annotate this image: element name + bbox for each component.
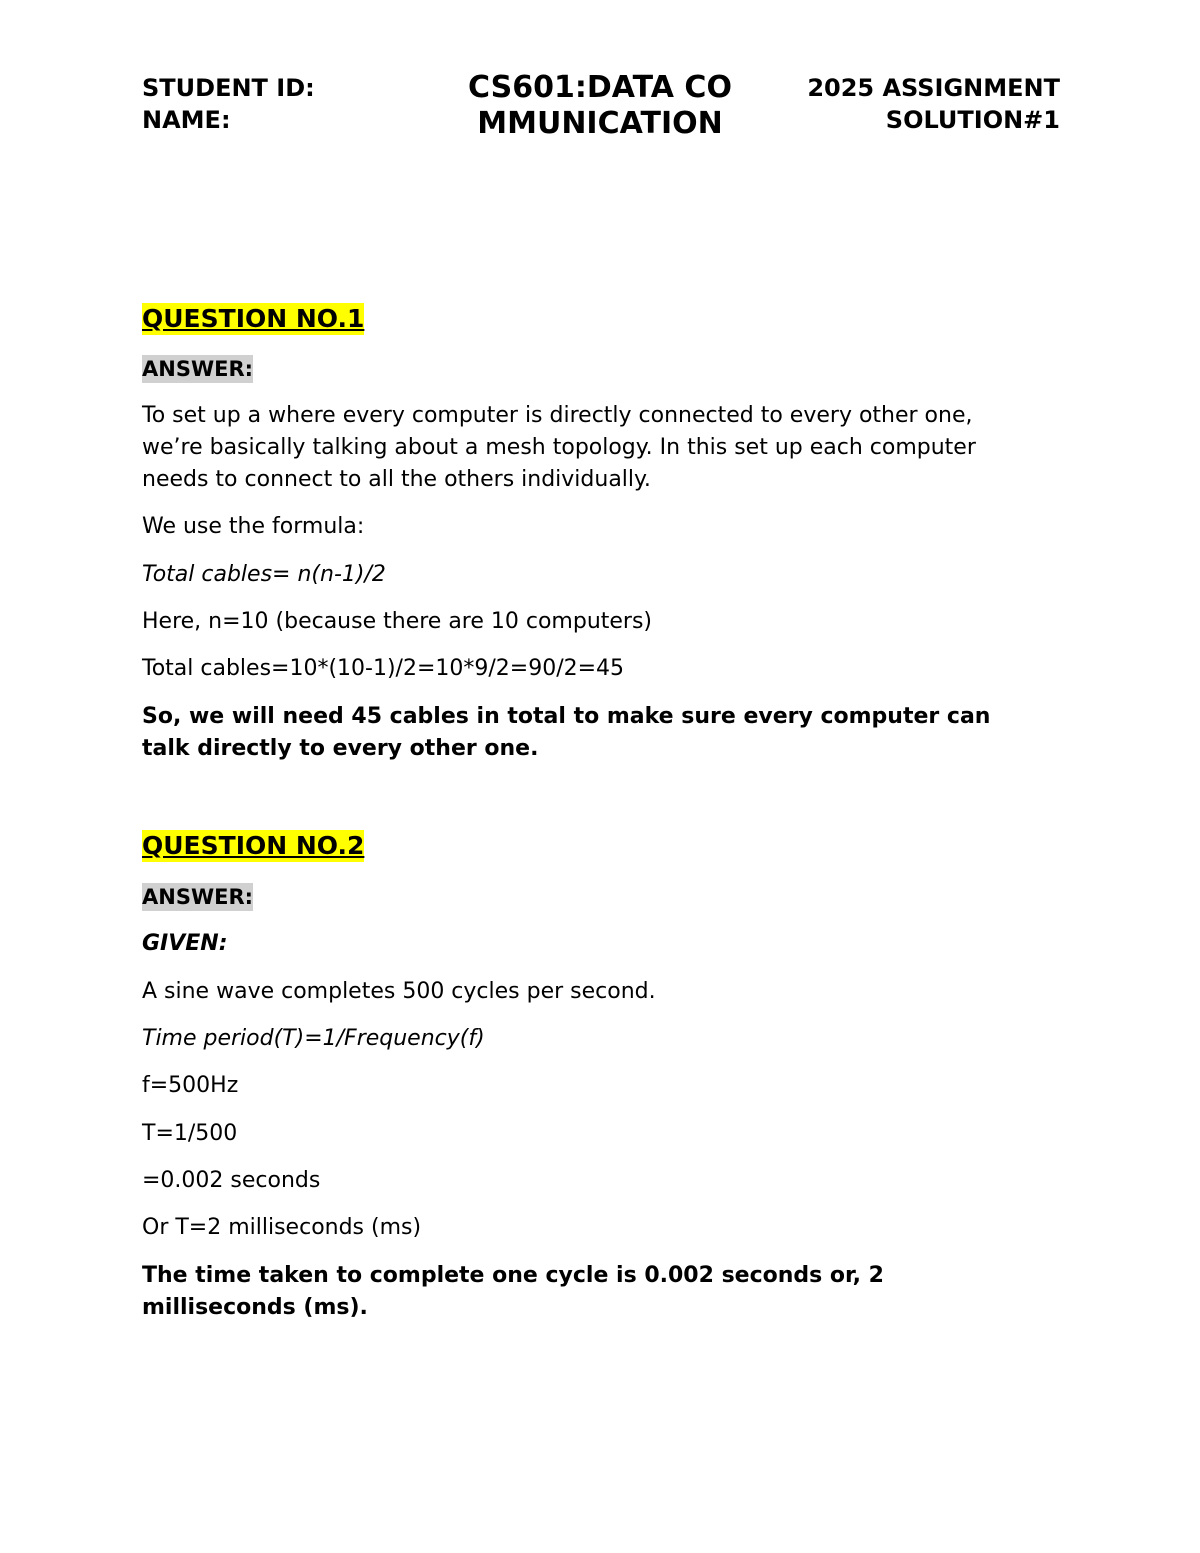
q2-frequency-value: f=500Hz xyxy=(142,1073,239,1098)
q2-formula: Time period(T)=1/Frequency(f) xyxy=(142,1026,485,1051)
q1-formula-intro: We use the formula: xyxy=(142,514,365,539)
document-header xyxy=(142,70,1060,190)
q2-conclusion-line-1: The time taken to complete one cycle is 0.002 seconds or, 2 xyxy=(142,1263,884,1288)
q2-conclusion-line-2: milliseconds (ms). xyxy=(142,1295,368,1320)
question-1-heading: QUESTION NO.1 xyxy=(142,304,365,333)
q1-given: Here, n=10 (because there are 10 computers) xyxy=(142,609,653,634)
q2-period-ms: Or T=2 milliseconds (ms) xyxy=(142,1215,422,1240)
assignment-title: 2025 ASSIGNMENT xyxy=(807,74,1060,102)
q1-conclusion-line-1: So, we will need 45 cables in total to make sure every computer can xyxy=(142,704,991,729)
answer-1-label: ANSWER: xyxy=(142,357,254,381)
q1-intro-line-1: To set up a where every computer is directly connected to every other one, xyxy=(142,403,973,428)
q2-statement: A sine wave completes 500 cycles per second. xyxy=(142,979,656,1004)
q1-intro-line-2: we’re basically talking about a mesh topology. In this set up each computer xyxy=(142,435,976,460)
q2-period-seconds: =0.002 seconds xyxy=(142,1168,321,1193)
q2-given-label: GIVEN: xyxy=(142,931,228,956)
question-2-heading: QUESTION NO.2 xyxy=(142,831,365,860)
q1-intro-line-3: needs to connect to all the others individually. xyxy=(142,467,651,492)
q2-period-value: T=1/500 xyxy=(142,1121,238,1146)
q1-conclusion-line-2: talk directly to every other one. xyxy=(142,736,539,761)
solution-number: SOLUTION#1 xyxy=(885,106,1060,134)
student-id-label: STUDENT ID: xyxy=(142,74,315,102)
q1-formula: Total cables= n(n-1)/2 xyxy=(142,562,386,587)
student-info xyxy=(142,72,315,136)
assignment-info xyxy=(807,72,1060,136)
name-label: NAME: xyxy=(142,106,231,134)
answer-2-label: ANSWER: xyxy=(142,885,254,909)
course-title: CS601:DATA COMMUNICATION xyxy=(468,70,732,141)
q1-calculation: Total cables=10*(10-1)/2=10*9/2=90/2=45 xyxy=(142,656,625,681)
